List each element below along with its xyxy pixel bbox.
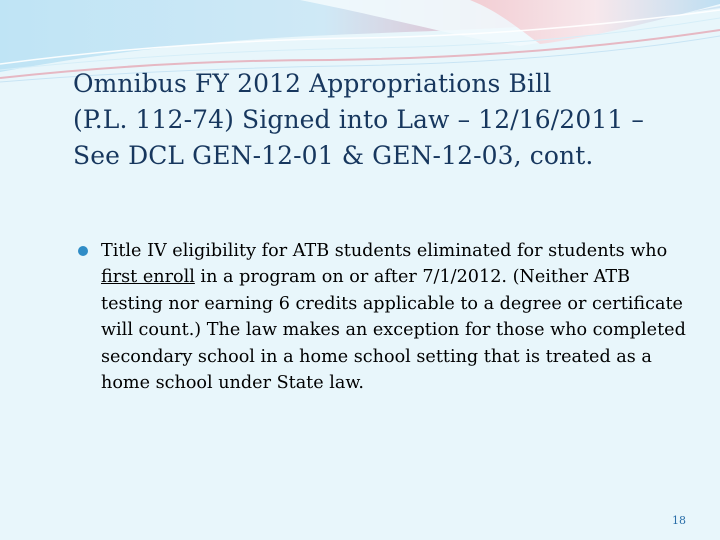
title-line-1: Omnibus FY 2012 Appropriations Bill <box>73 69 552 98</box>
bullet-text-end: in a program on or after 7/1/2012. (Neither ATB testing nor earning 6 credits applicable to a degree or certificate will count.) The law makes an exception for those who completed secondary school in a home school setting that is treated as a home school under State law. <box>101 267 686 394</box>
title-line-3: See DCL GEN-12-01 & GEN-12-03, cont. <box>73 141 594 170</box>
bullet-dot-icon <box>78 246 88 256</box>
title-line-2: (P.L. 112-74) Signed into Law – 12/16/2011 – <box>73 105 644 134</box>
bullet-item <box>78 238 693 396</box>
page-number: 18 <box>672 514 686 527</box>
bullet-text-emphasis: first enroll <box>101 267 195 288</box>
slide-title <box>73 66 713 174</box>
bullet-text-start: Title IV eligibility for ATB students eliminated for students who <box>101 241 668 261</box>
bullet-list <box>78 238 693 396</box>
